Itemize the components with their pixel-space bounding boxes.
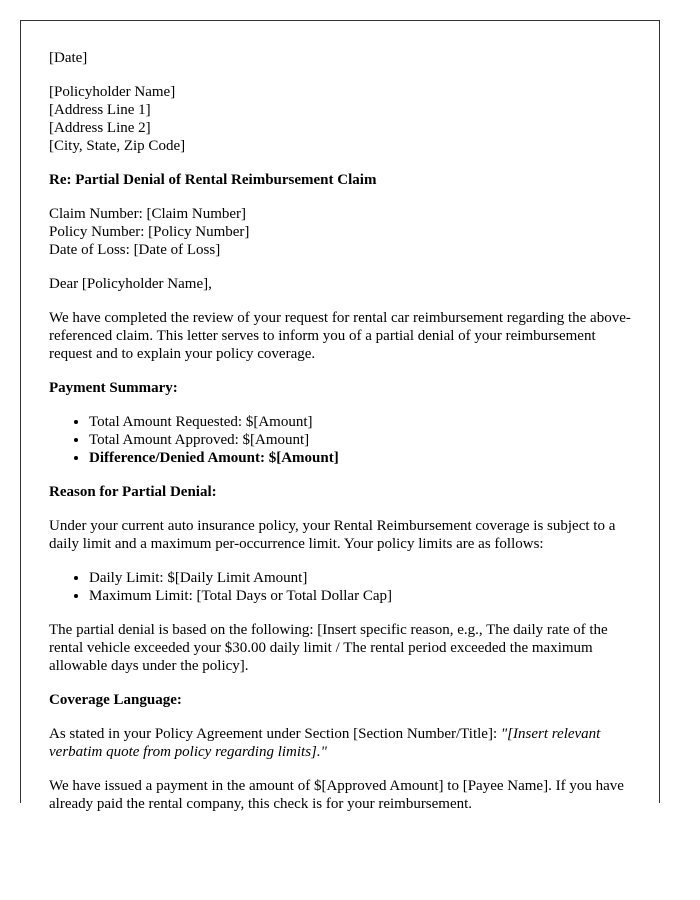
list-item: • Total Amount Approved: $[Amount] — [89, 431, 631, 449]
policy-quote: "[Insert relevant verbatim quote from policy regarding limits]." — [49, 726, 601, 760]
letter-page — [20, 20, 660, 812]
claim-number: Claim Number: [Claim Number] — [49, 206, 247, 222]
address-line: [Address Line 2] — [49, 120, 151, 136]
payment-paragraph: We have issued a payment in the amount of $[Approved Amount] to [Payee Name]. If you have already paid the rental company, this check is for your reimbursement. — [49, 778, 624, 812]
reason-paragraph: Under your current auto insurance policy, your Rental Reimbursement coverage is subject to a daily limit and a maximum per-occurrence limit. Your policy limits are as follows: — [49, 518, 616, 552]
salutation: Dear [Policyholder Name], — [49, 276, 212, 292]
address-line: [Policyholder Name] — [49, 84, 176, 100]
coverage-paragraph — [49, 725, 631, 761]
reason-heading: Reason for Partial Denial: — [49, 484, 217, 500]
date-of-loss: Date of Loss: [Date of Loss] — [49, 242, 221, 258]
payment-summary-list — [49, 413, 631, 467]
list-item: • Daily Limit: $[Daily Limit Amount] — [89, 569, 631, 587]
payment-summary-heading: Payment Summary: — [49, 380, 178, 396]
intro-paragraph: We have completed the review of your request for rental car reimbursement regarding the above-referenced claim. This letter serves to inform you of a partial denial of your reimbursement request and to explain your policy coverage. — [49, 310, 631, 362]
coverage-text: As stated in your Policy Agreement under Section [Section Number/Title]: — [49, 726, 501, 742]
address-line: [City, State, Zip Code] — [49, 138, 186, 154]
list-item: • Maximum Limit: [Total Days or Total Dollar Cap] — [89, 587, 631, 605]
coverage-heading: Coverage Language: — [49, 692, 182, 708]
denial-basis-paragraph: The partial denial is based on the following: [Insert specific reason, e.g., The daily rate of the rental vehicle exceeded your $30.00 daily limit / The rental period exceeded the maximum allowable days under the policy]. — [49, 622, 608, 674]
date: [Date] — [49, 50, 88, 66]
list-item: • Difference/Denied Amount: $[Amount] — [89, 449, 631, 467]
recipient-address — [49, 83, 631, 155]
limits-list — [49, 569, 631, 605]
address-line: [Address Line 1] — [49, 102, 151, 118]
subject-line: Re: Partial Denial of Rental Reimbursement Claim — [49, 172, 377, 188]
list-item: • Total Amount Requested: $[Amount] — [89, 413, 631, 431]
policy-number: Policy Number: [Policy Number] — [49, 224, 250, 240]
claim-info — [49, 205, 631, 259]
